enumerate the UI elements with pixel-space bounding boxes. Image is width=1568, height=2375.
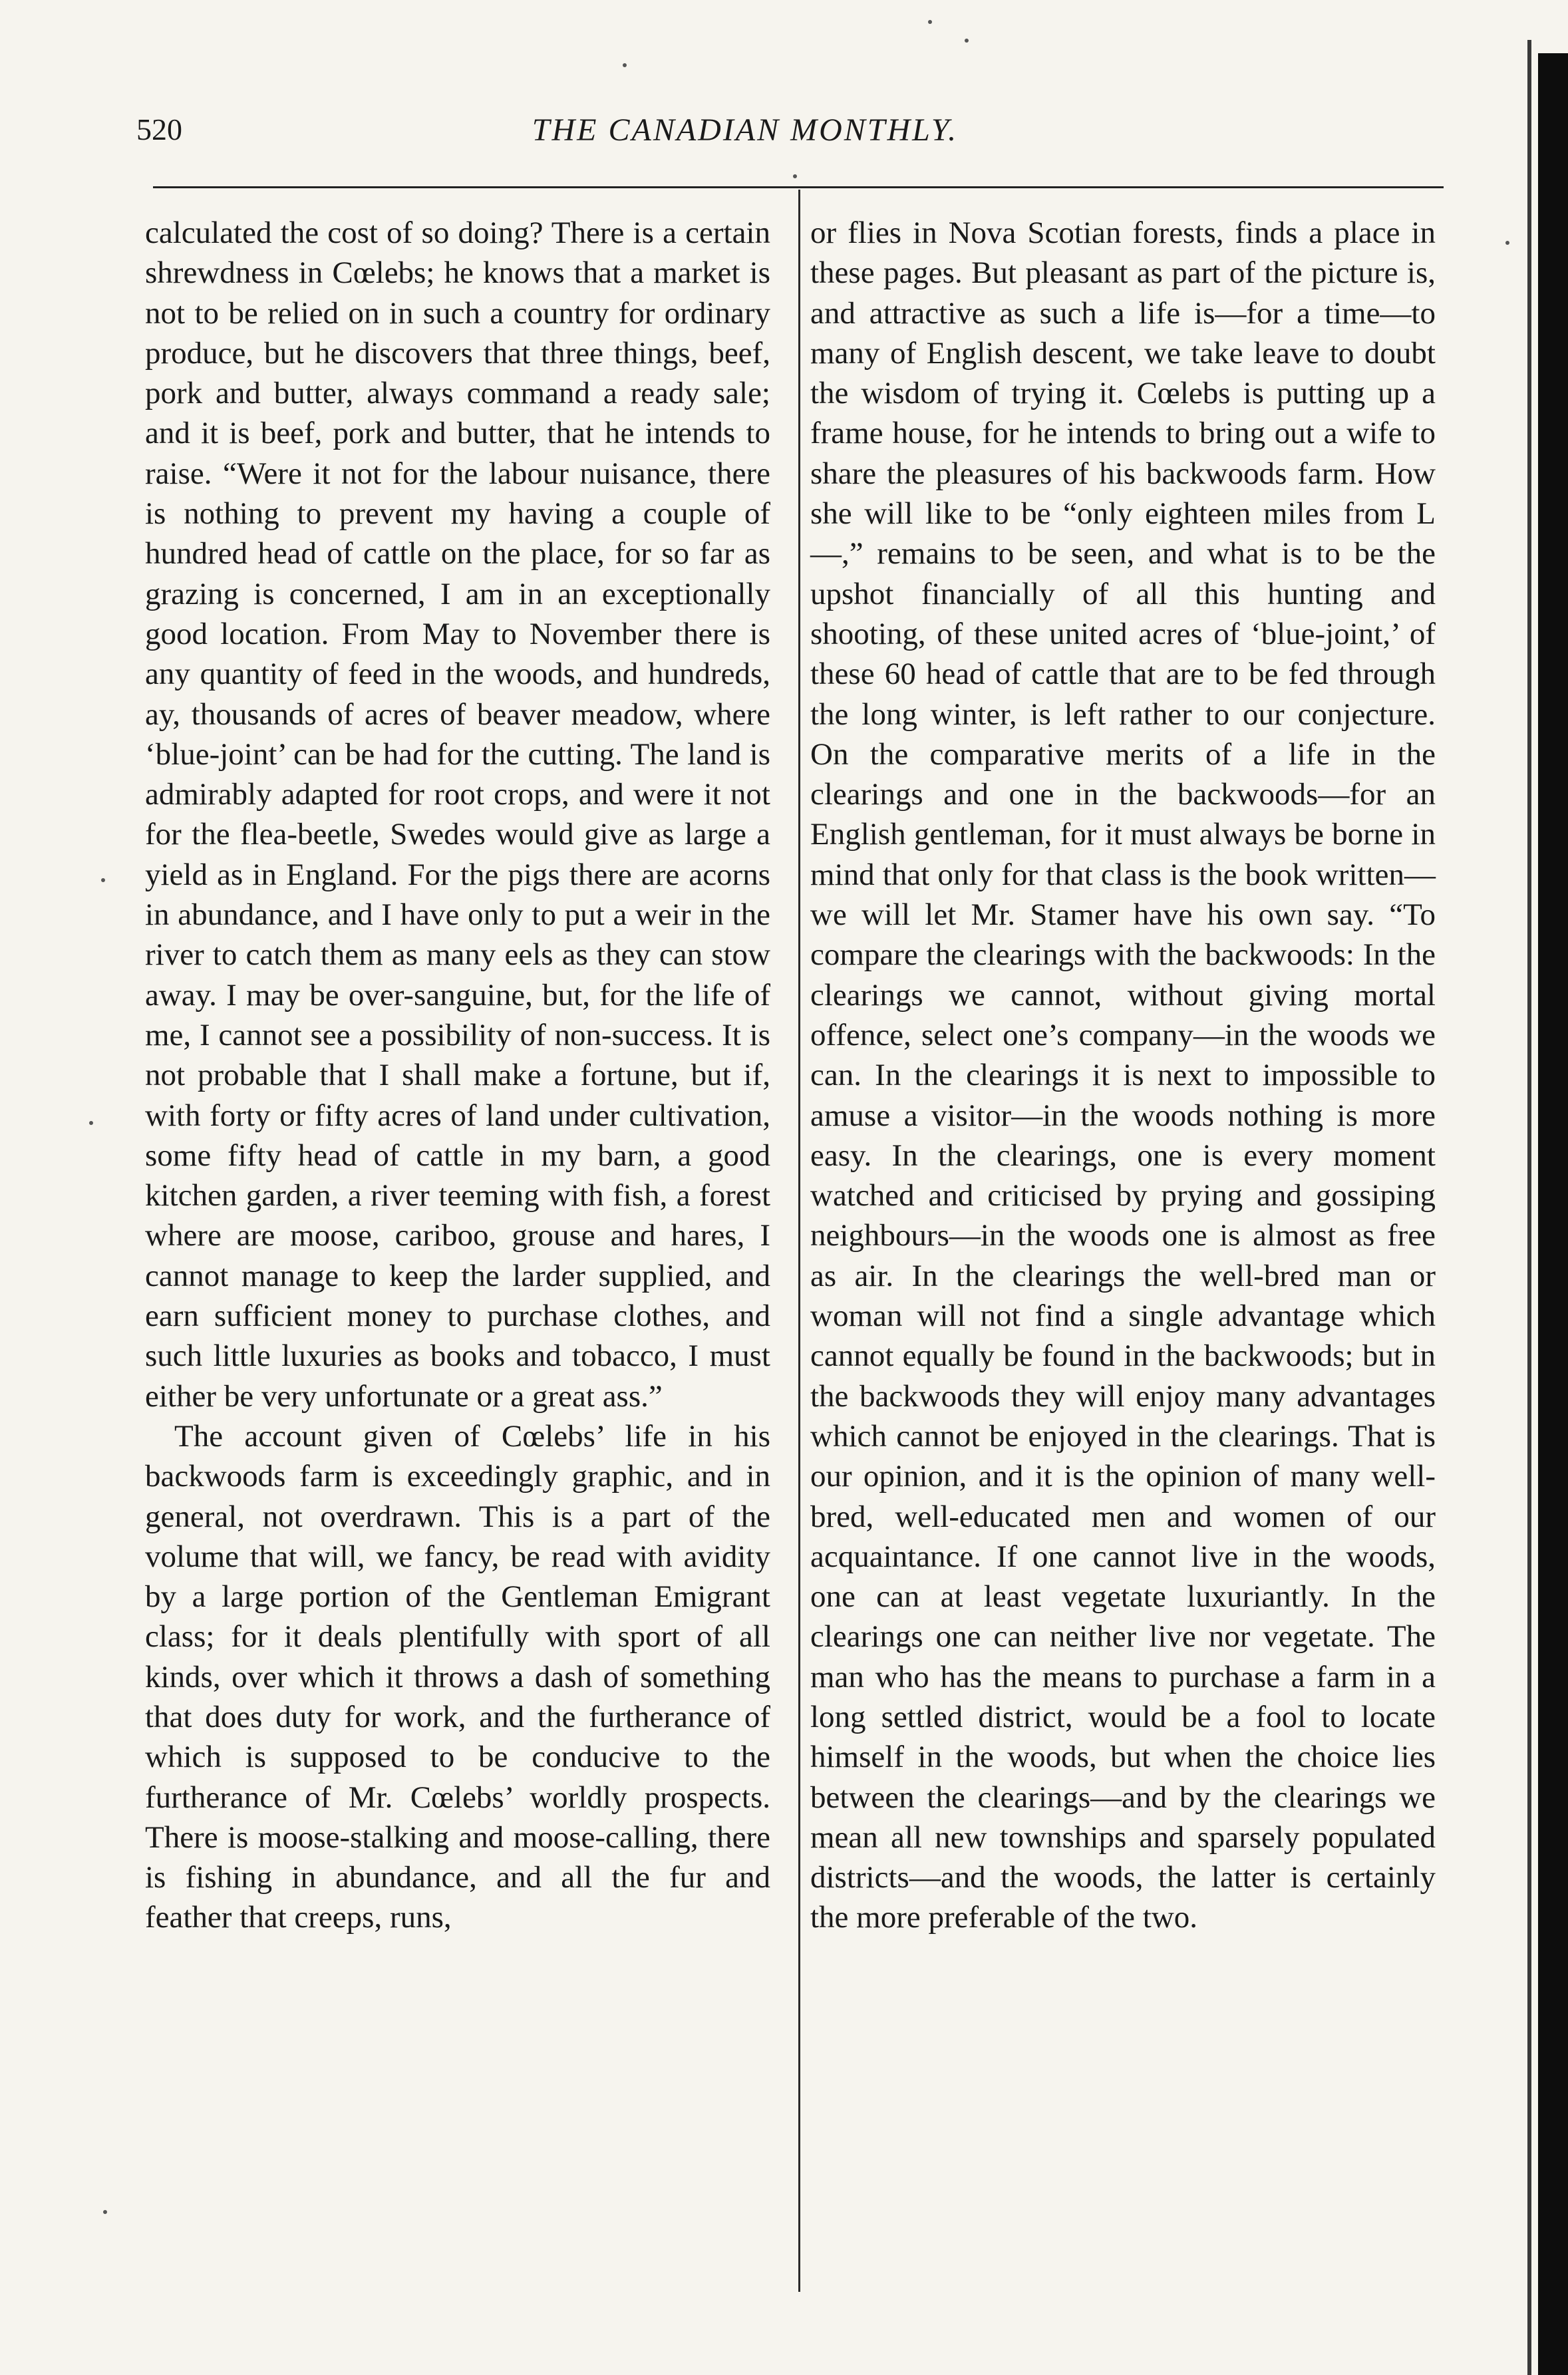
scan-speck [1505,241,1509,245]
scan-edge-shadow [1538,53,1568,2375]
page-number: 520 [136,112,182,146]
scan-speck [793,174,797,178]
header-rule [153,186,1444,188]
left-paragraph-1: calculated the cost of so doing? There is a certain shrewdness in Cœlebs; he knows that a market is not to be relied on in such a country for ordinary produce, but he discovers that three things, beef, pork and butter, always command a ready sale; and it is beef, pork and butter, that he intends to raise. “Were it not for the labour nuisance, there is nothing to prevent my having a couple of hundred head of cattle on the place, for so far as grazing is concerned, I am in an exceptionally good location. From May to November there is any quantity of feed in the woods, and hundreds, ay, thousands of acres of beaver meadow, where ‘blue-joint’ can be had for the cutting. The land is admirably adapted for root crops, and were it not for the flea-beetle, Swedes would give as large a yield as in England. For the pigs there are acorns in abundance, and I have only to put a weir in the river to catch them as many eels as they can stow away. I may be over-sanguine, but, for the life of me, I cannot see a possibility of non-success. It is not probable that I shall make a fortune, but if, with forty or fifty acres of land under cultivation, some fifty head of cattle in my barn, a good kitchen garden, a river teeming with fish, a forest where are moose, cariboo, grouse and hares, I cannot manage to keep the larder supplied, and earn sufficient money to purchase clothes, and such little luxuries as books and tobacco, I must either be very unfortunate or a great ass.” [145,216,770,1414]
scan-speck [623,63,627,67]
scan-speck [103,2210,107,2214]
left-paragraph-2: The account given of Cœlebs’ life in his backwoods farm is exceedingly graphic, and in general, not overdrawn. This is a part of the volume that will, we fancy, be read with avidity by a large portion of the Gentleman Emigrant class; for it deals plentifully with sport of all kinds, over which it throws a dash of something that does duty for work, and the furtherance of which is supposed to be conducive to the furtherance of Mr. Cœlebs’ worldly prospects. There is moose-stalking and moose-calling, there is fishing in abundance, and all the fur and feather that creeps, runs, [145,1418,770,1935]
scan-edge-line [1527,40,1531,2375]
right-paragraph-1: or flies in Nova Scotian forests, finds a place in these pages. But pleasant as part of the picture is, and attractive as such a life is—for a time—to many of English descent, we take leave to doubt the wisdom of trying it. Cœlebs is putting up a frame house, for he intends to bring out a wife to share the pleasures of his backwoods farm. How she will like to be “only eighteen miles from L—,” remains to be seen, and what is to be the upshot financially of all this hunting and shooting, of these united acres of ‘blue-joint,’ of these 60 head of cattle that are to be fed through the long winter, is left rather to our conjecture. On the comparative merits of a life in the clearings and one in the backwoods—for an English gentleman, for it must always be borne in mind that only for that class is the book written—we will let Mr. Stamer have his own say. “To compare the clearings with the backwoods: In the clearings we cannot, without giving mortal offence, select one’s company—in the woods we can. In the clearings it is next to impossible to amuse a visitor—in the woods nothing is more easy. In the clearings, one is every moment watched and criticised by prying and gossiping neighbours—in the woods one is almost as free as air. In the clearings the well-bred man or woman will not find a single advantage which cannot equally be found in the backwoods; but in the backwoods they will enjoy many advantages which cannot be enjoyed in the clearings. That is our opinion, and it is the opinion of many well-bred, well-educated men and women of our acquaintance. If one cannot live in the woods, one can at least vegetate luxuriantly. In the clearings one can neither live nor vegetate. The man who has the means to purchase a farm in a long settled district, would be a fool to locate himself in the woods, but when the choice lies between the clearings—and by the clearings we mean all new townships and sparsely populated districts—and the woods, the latter is certainly the more preferable of the two. [810,216,1436,1935]
scan-speck [965,39,969,43]
right-column [810,213,1436,1938]
scan-speck [928,20,932,24]
running-title: THE CANADIAN MONTHLY. [532,112,959,148]
left-column [145,213,770,1938]
scan-speck [89,1121,93,1125]
column-divider [798,190,800,2292]
scan-speck [101,878,105,882]
